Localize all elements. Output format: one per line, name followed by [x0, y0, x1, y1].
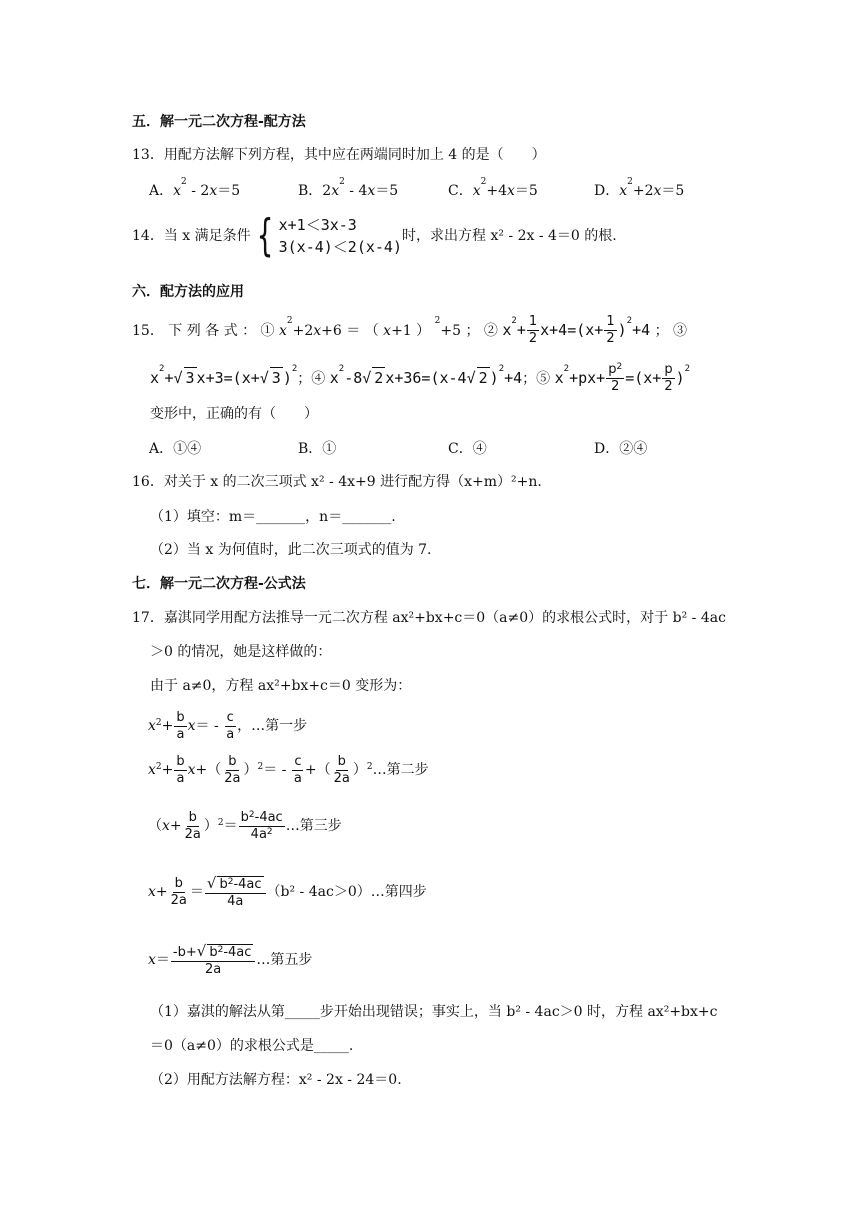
question-17-part2: （2）用配方法解方程：x² - 2x - 24＝0.	[150, 1072, 402, 1088]
q15-option-c: C．④	[448, 441, 487, 457]
question-15-line1: 15． 下 列 各 式 ： ① $x^2+2x+6$ ＝ （ x+1 ） $^2$+5 ； ② $x^2+$ $\frac{1}{2}$ x+4=(x+ $\frac{1}{2}$ )$^2$+4 ； ③	[132, 314, 688, 346]
question-14: 14．当 x 满足条件 { x+1＜3x-3 3(x-4)＜2(x-4) 时，求出方程 x² - 2x - 4＝0 的根.	[132, 210, 617, 261]
question-16-stem: 16．对关于 x 的二次三项式 x² - 4x+9 进行配方得（x+m）²+n.	[132, 474, 542, 490]
q15-option-d: D．②④	[594, 441, 648, 457]
section-7-title: 七．解一元二次方程-公式法	[132, 576, 306, 592]
question-17-part1a: （1）嘉淇的解法从第_____步开始出现错误；事实上，当 b² - 4ac＞0 时，方程 ax²+bx+c	[150, 1004, 718, 1020]
q13-option-d: D．$x^2+2x=5$	[594, 177, 685, 199]
step-1: $x^2+$ $\frac{b}{a}$ x＝ - $\frac{c}{a}$ ，…第一步	[148, 709, 308, 742]
step-3: （x+ $\frac{b}{2a}$ ）$^2$＝ $\frac{b^2-4ac}{4a^2}$ …第三步	[148, 809, 342, 842]
q15-option-b: B．①	[298, 441, 337, 457]
question-16-part2: （2）当 x 为何值时，此二次三项式的值为 7.	[150, 542, 432, 558]
question-17-line3: 由于 a≠0，方程 ax²+bx+c＝0 变形为：	[150, 678, 412, 694]
question-15-line2: $x^2+√$ 3 x+3=(x+√ 3 )$^2$；④ $x^2-8√$ 2 x+36=(x-4√ 2 )$^2$+4；⑤ $x^2+px+$ $\frac{p^2}{2}$ =(x+ $\frac{p}{2}$ )$^2$	[150, 362, 691, 394]
inequality-system: x+1＜3x-3 3(x-4)＜2(x-4)	[278, 216, 402, 256]
step-2: $x^2+$ $\frac{b}{a}$ x+（ $\frac{b}{2a}$ ）$^2$＝ - $\frac{c}{a}$ +（ $\frac{b}{2a}$ ）$^2$…第二步	[148, 753, 429, 786]
step-5: x＝ $\frac{-b+√ b^2-4ac}{2a}$ …第五步	[148, 941, 313, 977]
question-16-part1: （1）填空：m＝_______，n＝_______.	[150, 509, 396, 525]
q13-option-c: C．$x^2+4x=5$	[448, 177, 538, 199]
question-17-line2: ＞0 的情况，她是这样做的：	[150, 644, 332, 660]
section-5-title: 五．解一元二次方程-配方法	[132, 114, 306, 130]
section-6-title: 六．配方法的应用	[132, 284, 244, 300]
question-13-stem: 13．用配方法解下列方程，其中应在两端同时加上 4 的是（ ）	[132, 147, 546, 163]
q15-option-a: A．①④	[149, 441, 202, 457]
question-15-line3: 变形中，正确的有（ ）	[150, 406, 318, 422]
step-4: x+ $\frac{b}{2a}$ ＝ $\frac{√ b^2-4ac}{4a}$ （b² - 4ac＞0）…第四步	[148, 873, 427, 909]
q13-option-b: B．$2x^2 - 4x=5$	[298, 177, 399, 199]
q13-option-a: A．$x^2 - 2x=5$	[149, 177, 241, 199]
question-17-line1: 17．嘉淇同学用配方法推导一元二次方程 ax²+bx+c＝0（a≠0）的求根公式时，对于 b² - 4ac	[132, 610, 726, 626]
question-17-part1b: ＝0（a≠0）的求根公式是_____.	[150, 1038, 354, 1054]
